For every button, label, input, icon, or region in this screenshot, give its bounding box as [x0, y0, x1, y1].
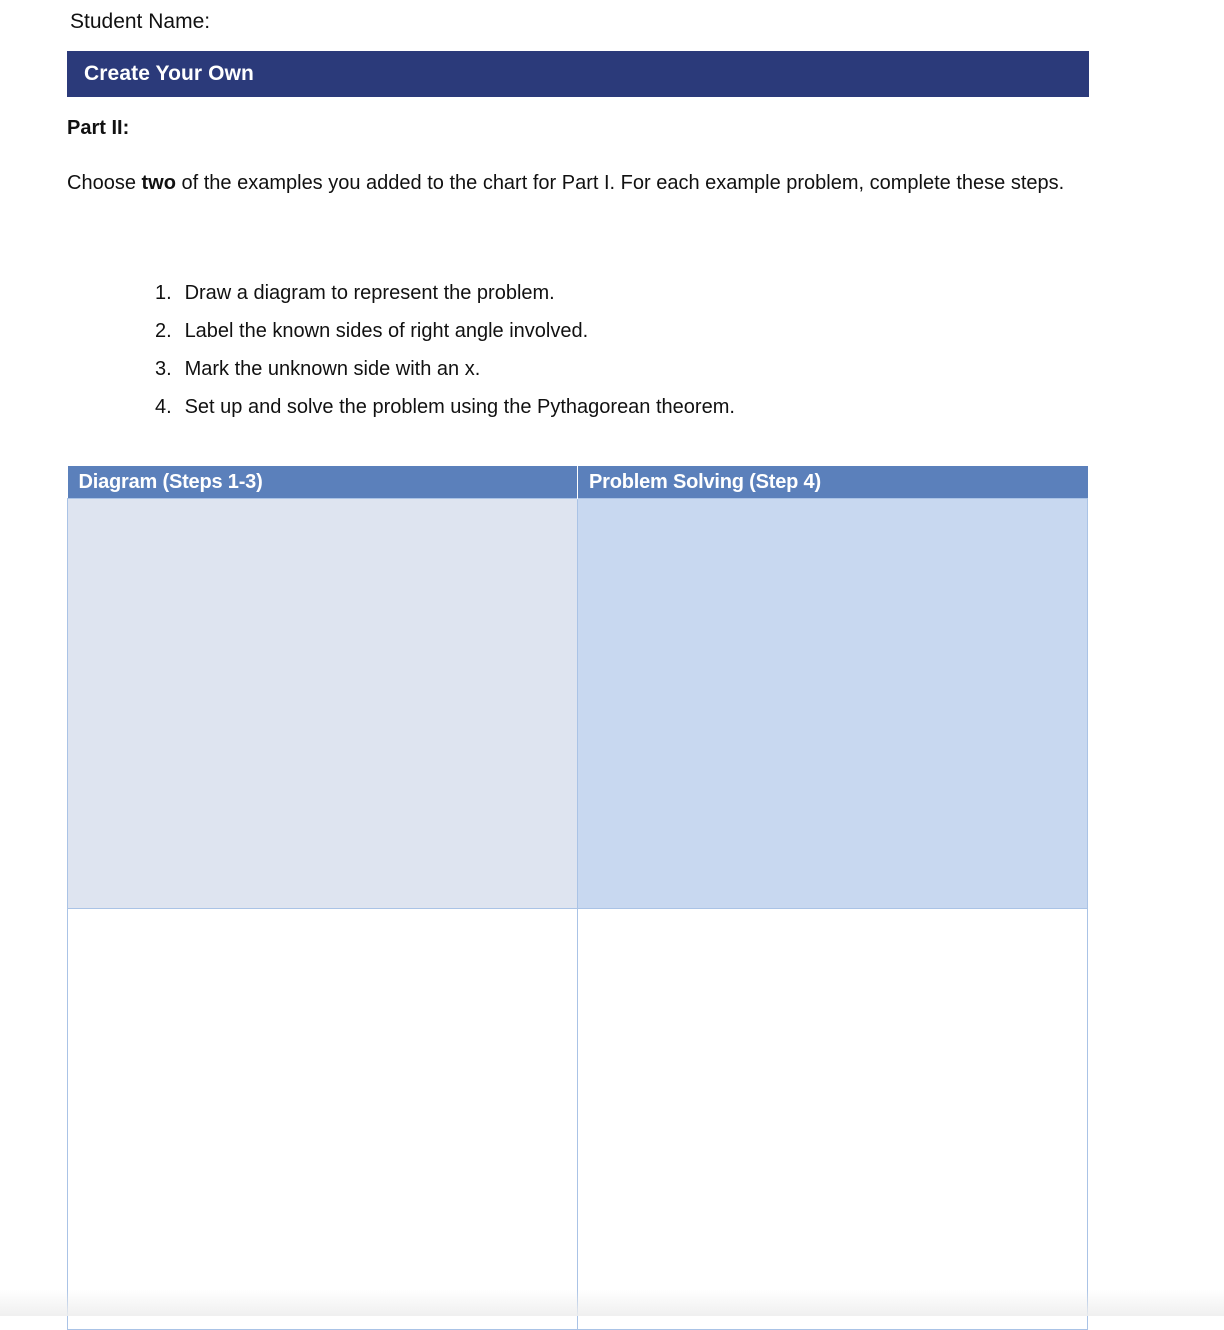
step-item [155, 350, 735, 388]
diagram-cell[interactable] [68, 909, 578, 1330]
step-number: 1. [155, 282, 172, 304]
step-text: Draw a diagram to represent the problem. [184, 282, 555, 304]
steps-list [155, 274, 735, 426]
problem-solving-column-header: Problem Solving (Step 4) [578, 466, 1088, 499]
step-item [155, 312, 735, 350]
table-row [68, 499, 1088, 909]
instructions-emphasis: two [141, 172, 176, 194]
problem-solving-cell[interactable] [578, 909, 1088, 1330]
part-heading: Part II: [67, 117, 130, 139]
step-text: Set up and solve the problem using the Pythagorean theorem. [184, 396, 735, 418]
step-item [155, 274, 735, 312]
table-row [68, 909, 1088, 1330]
step-number: 2. [155, 320, 172, 342]
step-text: Mark the unknown side with an x. [184, 358, 481, 380]
step-item [155, 388, 735, 426]
instructions-paragraph [67, 166, 1067, 200]
student-name-label: Student Name: [70, 10, 211, 33]
step-number: 3. [155, 358, 172, 380]
diagram-cell[interactable] [68, 499, 578, 909]
section-banner [67, 51, 1089, 97]
problem-solving-cell[interactable] [578, 499, 1088, 909]
instructions-suffix: of the examples you added to the chart for Part I. For each example problem, complete these steps. [175, 172, 1065, 194]
instructions-prefix: Choose [67, 172, 142, 194]
diagram-column-header: Diagram (Steps 1-3) [68, 466, 578, 499]
table-header-row [68, 466, 1088, 499]
step-text: Label the known sides of right angle involved. [184, 320, 589, 342]
step-number: 4. [155, 396, 172, 418]
section-title: Create Your Own [84, 62, 254, 85]
work-table [67, 466, 1088, 1330]
